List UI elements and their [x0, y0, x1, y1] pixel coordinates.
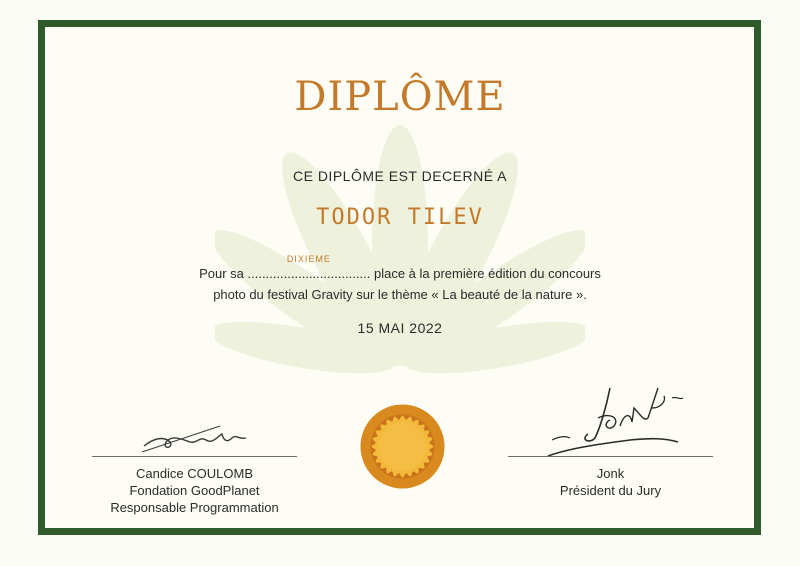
recipient-name: TODOR TILEV — [316, 205, 484, 230]
award-text-line-2: photo du festival Gravity sur le thème « La beauté de la nature ». — [213, 287, 587, 302]
award-suffix: place à la première édition du concours — [373, 266, 601, 281]
award-prefix: Pour sa — [199, 266, 244, 281]
left-signature-icon — [140, 420, 250, 456]
left-signature-line — [92, 456, 297, 457]
left-signatory-organization: Fondation GoodPlanet — [129, 483, 260, 498]
right-signature-icon — [540, 378, 685, 462]
right-signature-line — [508, 456, 713, 457]
award-text-line-1 — [0, 254, 800, 281]
place-dots: .................................. — [247, 266, 371, 281]
award-statement: CE DIPLÔME EST DECERNÉ A — [292, 168, 507, 184]
gold-seal-icon — [360, 404, 445, 489]
right-signatory-name: Jonk — [596, 466, 625, 481]
left-signatory — [92, 465, 297, 516]
right-signatory — [508, 465, 713, 499]
left-signatory-role: Responsable Programmation — [110, 500, 279, 515]
place-written: DIXIEME — [286, 254, 331, 264]
right-signatory-role: Président du Jury — [559, 483, 662, 498]
diploma-title: DIPLÔME — [294, 74, 506, 120]
place-field — [247, 254, 371, 281]
left-signatory-name: Candice COULOMB — [135, 466, 254, 481]
award-date: 15 MAI 2022 — [357, 320, 443, 336]
